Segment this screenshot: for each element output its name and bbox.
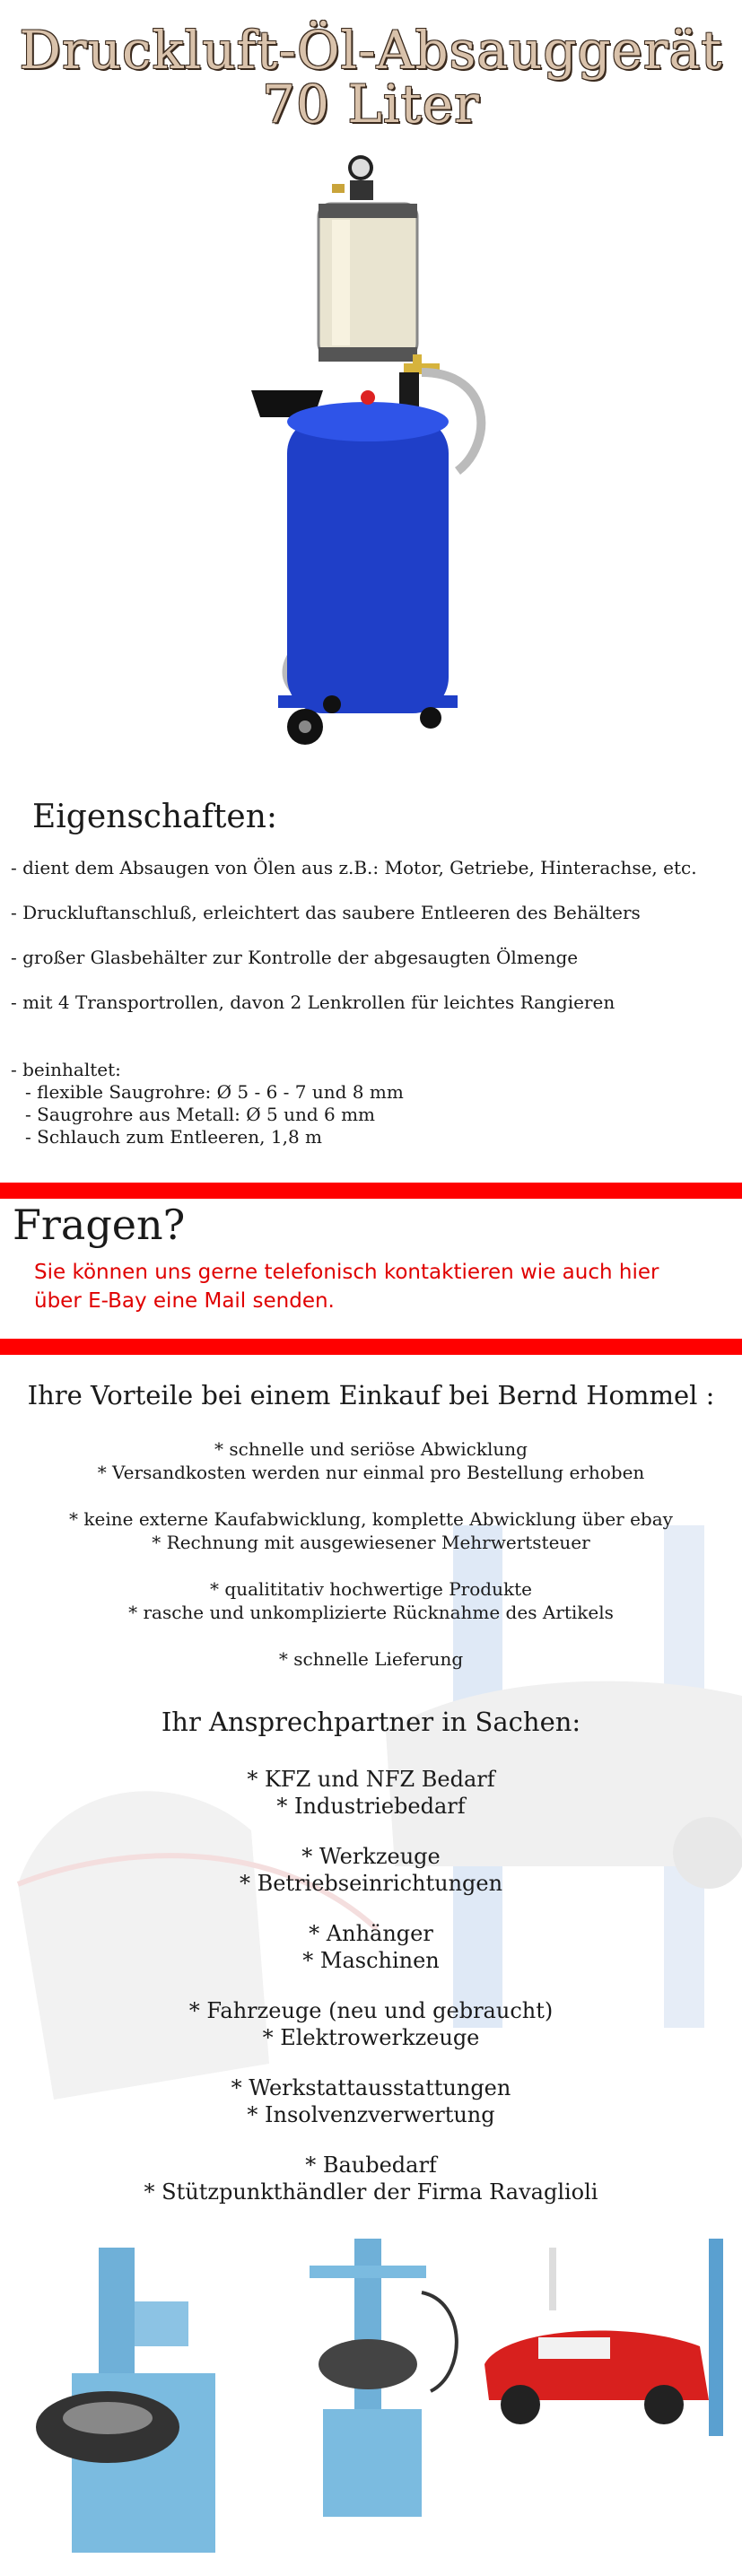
title-line-1: Druckluft-Öl-Absauggerät [19,20,723,81]
list-item: * schnelle und seriöse Abwicklung [214,1438,528,1460]
feature-item: - dient dem Absaugen von Ölen aus z.B.: Motor, Getriebe, Hinterachse, etc. [11,857,697,878]
list-item: * Rechnung mit ausgewiesener Mehrwertsteuer [152,1532,590,1553]
list-item: * Fahrzeuge (neu und gebraucht) [188,1998,554,2023]
red-divider [0,1339,742,1355]
contact-text [34,1258,680,1315]
list-item: * Versandkosten werden nur einmal pro Bestellung erhoben [97,1462,645,1483]
list-item: * Stützpunkthändler der Firma Ravaglioli [144,2179,598,2205]
ansprechpartner-list [0,1766,742,2205]
list-item: * qualititativ hochwertige Produkte [210,1578,532,1600]
red-divider [0,1183,742,1199]
includes-item: - flexible Saugrohre: Ø 5 - 6 - 7 und 8 mm [25,1081,404,1103]
product-image [224,148,511,749]
list-item: * Maschinen [302,1948,440,1973]
list-item: * Baubedarf [305,2152,437,2178]
includes-item: - Saugrohre aus Metall: Ø 5 und 6 mm [25,1104,376,1125]
title-line-2: 70 Liter [262,74,480,135]
list-item: * Werkstattausstattungen [231,2075,511,2100]
feature-item: - großer Glasbehälter zur Kontrolle der abgesaugten Ölmenge [11,947,579,968]
section-heading-ansprechpartner: Ihr Ansprechpartner in Sachen: [161,1707,581,1737]
section-heading-fragen: Fragen? [13,1201,186,1249]
tire-changer-image [36,2248,215,2553]
list-item: * Insolvenzverwertung [247,2102,495,2127]
wheel-balancer-image [310,2239,457,2517]
section-heading-eigenschaften: Eigenschaften: [32,799,278,835]
list-item: * keine externe Kaufabwicklung, komplette Abwicklung über ebay [69,1508,673,1530]
includes-item: - Schlauch zum Entleeren, 1,8 m [25,1126,322,1148]
feature-item: - Druckluftanschluß, erleichtert das saubere Entleeren des Behälters [11,902,641,923]
list-item: * Industriebedarf [276,1794,466,1819]
list-item: * schnelle Lieferung [278,1648,464,1670]
vorteile-list [0,1437,742,1671]
contact-line: über E-Bay eine Mail senden. [34,1289,335,1313]
list-item: * Werkzeuge [301,1844,441,1869]
car-lift-image [484,2239,723,2436]
includes-label: - beinhaltet: [11,1059,121,1080]
contact-line: Sie können uns gerne telefonisch kontaktieren wie auch hier [34,1261,659,1284]
list-item: * KFZ und NFZ Bedarf [247,1767,495,1792]
list-item: * rasche und unkomplizierte Rücknahme des Artikels [128,1602,614,1623]
feature-item: - mit 4 Transportrollen, davon 2 Lenkrollen für leichtes Rangieren [11,991,615,1013]
list-item: * Elektrowerkzeuge [262,2025,480,2050]
section-heading-vorteile: Ihre Vorteile bei einem Einkauf bei Bernd Hommel : [27,1380,715,1410]
includes-list [11,1059,404,1148]
equipment-illustrations [0,2230,742,2576]
list-item: * Anhänger [309,1921,433,1946]
list-item: * Betriebseinrichtungen [239,1871,503,1896]
